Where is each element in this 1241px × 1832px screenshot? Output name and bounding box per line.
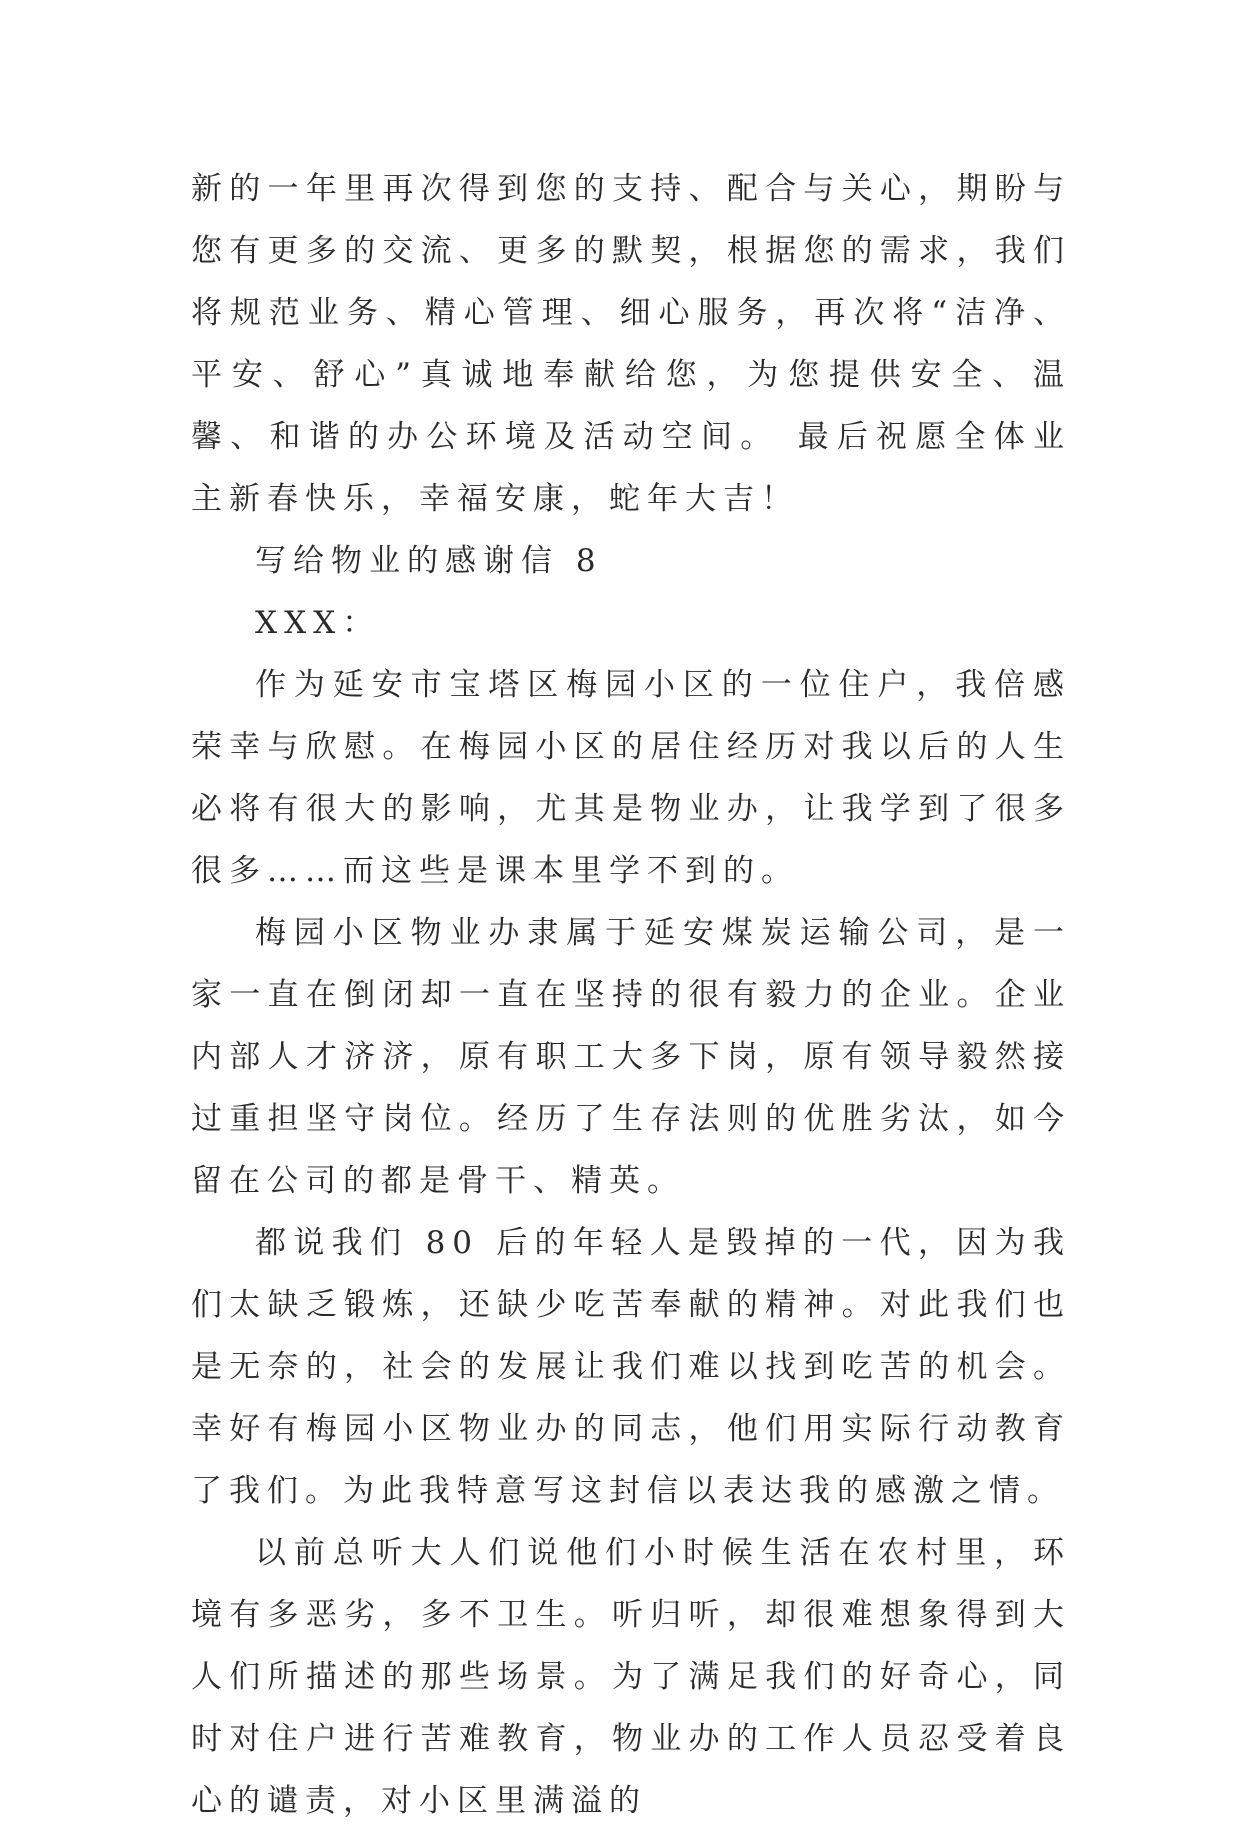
paragraph-continued: 新的一年里再次得到您的支持、配合与关心，期盼与您有更多的交流、更多的默契，根据您的需求，我们将规范业务、精心管理、细心服务，再次将“洁净、平安、舒心”真诚地奉献给您，为您提供安全、温馨、和谐的办公环境及活动空间。 最后祝愿全体业主新春快乐，幸福安康，蛇年大吉！ — [191, 171, 1071, 517]
letter-title: 写给物业的感谢信 8 — [255, 543, 603, 579]
paragraph: 作为延安市宝塔区梅园小区的一位住户，我倍感荣幸与欣慰。在梅园小区的居住经历对我以后的人生必将有很大的影响，尤其是物业办，让我学到了很多很多……而这些是课本里学不到的。 — [191, 667, 1071, 889]
paragraph: 以前总听大人们说他们小时候生活在农村里，环境有多恶劣，多不卫生。听归听，却很难想象得到大人们所描述的那些场景。为了满足我们的好奇心，同时对住户进行苦难教育，物业办的工作人员忍受着良心的谴责，对小区里满溢的 — [191, 1535, 1071, 1819]
letter-salutation: XXX： — [255, 605, 381, 641]
paragraph: 梅园小区物业办隶属于延安煤炭运输公司，是一家一直在倒闭却一直在坚持的很有毅力的企业。企业内部人才济济，原有职工大多下岗，原有领导毅然接过重担坚守岗位。经历了生存法则的优胜劣汰，如今留在公司的都是骨干、精英。 — [191, 915, 1071, 1199]
document-body — [191, 158, 1071, 1832]
paragraph: 都说我们 80 后的年轻人是毁掉的一代，因为我们太缺乏锻炼，还缺少吃苦奉献的精神。对此我们也是无奈的，社会的发展让我们难以找到吃苦的机会。幸好有梅园小区物业办的同志，他们用实际行动教育了我们。为此我特意写这封信以表达我的感激之情。 — [191, 1225, 1071, 1509]
